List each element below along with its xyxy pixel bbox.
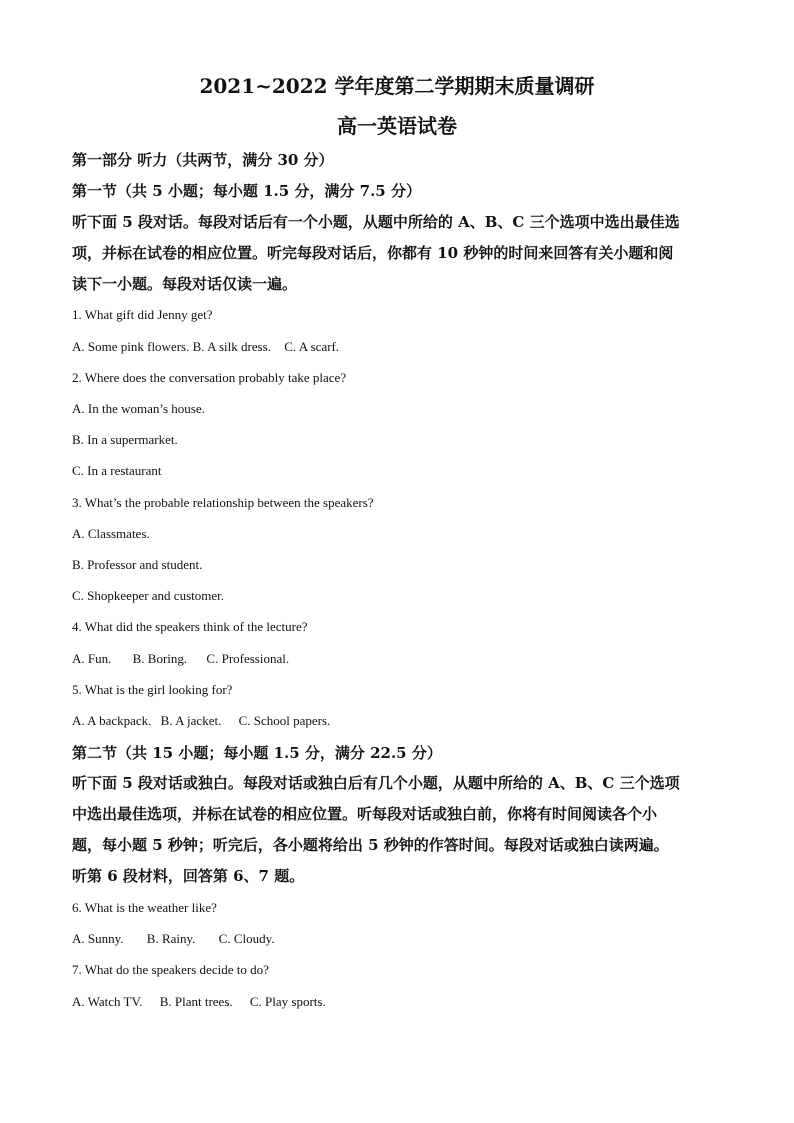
question-5: 5. What is the girl looking for? <box>72 682 233 697</box>
option-c: C. Cloudy. <box>218 931 275 946</box>
option-b: B. A jacket. <box>160 713 222 728</box>
question-3: 3. What’s the probable relationship between the speakers? <box>72 495 374 510</box>
option-b: B. Rainy. <box>146 931 196 946</box>
instruction-line: 听下面 5 段对话或独白。每段对话或独白后有几个小题，从题中所给的 A、B、C 三个选项 <box>72 774 680 792</box>
section1-heading: 第一节（共 5 小题；每小题 1.5 分，满分 7.5 分） <box>72 182 421 200</box>
part1-heading: 第一部分 听力（共两节，满分 30 分） <box>72 151 334 169</box>
question-2: 2. Where does the conversation probably take place? <box>72 370 347 385</box>
option-a: A. Sunny. <box>72 931 124 946</box>
instruction-line: 中选出最佳选项，并标在试卷的相应位置。听每段对话或独白前，你将有时间阅读各个小 <box>72 805 658 823</box>
option-a: A. Some pink flowers. <box>72 339 190 354</box>
instruction-line: 听第 6 段材料，回答第 6、7 题。 <box>72 867 305 885</box>
option-b: B. Professor and student. <box>72 557 203 572</box>
option-b: B. In a supermarket. <box>72 432 178 447</box>
question-4-options <box>72 650 722 668</box>
question-1-options <box>72 338 722 356</box>
section1-instructions <box>72 207 722 300</box>
question-6: 6. What is the weather like? <box>72 900 217 915</box>
exam-subtitle: 高一英语试卷 <box>337 114 457 138</box>
question-1: 1. What gift did Jenny get? <box>72 307 213 322</box>
question-4: 4. What did the speakers think of the lecture? <box>72 619 308 634</box>
question-7-options <box>72 993 722 1011</box>
question-5-options <box>72 712 722 730</box>
option-c: C. Play sports. <box>249 994 326 1009</box>
option-b: B. Plant trees. <box>159 994 233 1009</box>
exam-title: 2021~2022 学年度第二学期期末质量调研 <box>199 74 595 98</box>
option-c: C. In a restaurant <box>72 463 162 478</box>
option-c: C. Professional. <box>206 651 290 666</box>
option-a: A. Watch TV. <box>72 994 143 1009</box>
question-7: 7. What do the speakers decide to do? <box>72 962 269 977</box>
instruction-line: 听下面 5 段对话。每段对话后有一个小题，从题中所给的 A、B、C 三个选项中选出最佳选 <box>72 213 680 231</box>
instruction-line: 项，并标在试卷的相应位置。听完每段对话后，你都有 10 秒钟的时间来回答有关小题和阅 <box>72 244 674 262</box>
option-c: C. School papers. <box>238 713 331 728</box>
instruction-line: 读下一小题。每段对话仅读一遍。 <box>72 275 298 293</box>
option-b: B. Boring. <box>132 651 188 666</box>
section2-heading: 第二节（共 15 小题；每小题 1.5 分，满分 22.5 分） <box>72 744 442 762</box>
option-c: C. Shopkeeper and customer. <box>72 588 224 603</box>
option-a: A. A backpack. <box>72 713 152 728</box>
option-a: A. Fun. <box>72 651 112 666</box>
section2-instructions <box>72 768 722 892</box>
option-a: A. In the woman’s house. <box>72 401 205 416</box>
question-6-options <box>72 930 722 948</box>
option-b: B. A silk dress. <box>192 339 271 354</box>
option-a: A. Classmates. <box>72 526 150 541</box>
instruction-line: 题，每小题 5 秒钟；听完后，各小题将给出 5 秒钟的作答时间。每段对话或独白读两遍。 <box>72 836 669 854</box>
option-c: C. A scarf. <box>284 339 340 354</box>
